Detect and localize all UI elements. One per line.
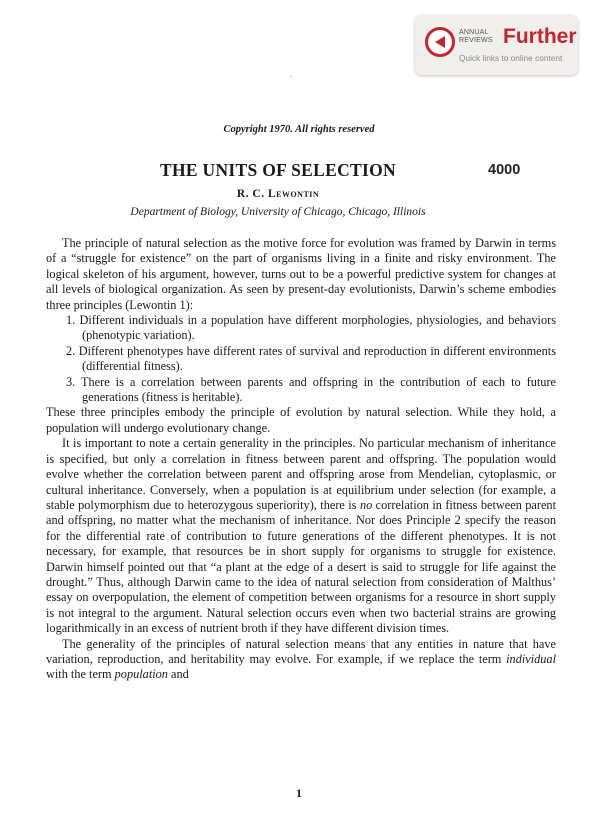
page-number: 1 xyxy=(296,786,302,800)
list-item: 2. Different phenotypes have different rates of survival and reproduction in different environments (differential fitness). xyxy=(66,343,556,374)
play-circle-icon xyxy=(425,27,455,57)
article-title: THE UNITS OF SELECTION xyxy=(160,160,396,180)
list-item: 1. Different individuals in a population have different morphologies, physiologies, and behaviors (phenotypic variation). xyxy=(66,313,556,343)
affiliation: Department of Biology, University of Chicago, Chicago, Illinois xyxy=(130,206,426,218)
paragraph-4: The generality of the principles of natural selection means that any entities in nature that have variation, reproduction, and heritability may evolve. For example, if we replace the term individual with the term population and xyxy=(46,636,556,682)
article-code: 4000 xyxy=(488,162,521,178)
copyright-notice: Copyright 1970. All rights reserved xyxy=(223,124,375,135)
author: R. C. Lewontin xyxy=(236,188,320,200)
further-label: Further xyxy=(503,25,577,48)
paragraph-1: The principle of natural selection as the motive force for evolution was framed by Darwin in terms of a “struggle for existence” on the part of organisms living in a finite and risky environment. The logical skeleton of his argument, however, turns out to be a powerful predictive system for changes at all levels of biological organization. As seen by present-day evolutionists, Darwin’s scheme embodies three principles (Lewontin 1): xyxy=(46,236,556,312)
brand-name: ANNUAL REVIEWS xyxy=(459,29,493,44)
principles-list xyxy=(46,313,556,405)
scan-speck xyxy=(290,76,292,77)
paragraph-2: These three principles embody the principle of evolution by natural selection. While they hold, a population will undergo evolutionary change. xyxy=(46,405,556,435)
article-body xyxy=(46,236,556,683)
banner-subtitle: Quick links to online content xyxy=(459,53,563,63)
list-item: 3. There is a correlation between parents and offspring in the contribution of each to future generations (fitness is heritable). xyxy=(66,374,556,405)
paragraph-3: It is important to note a certain generality in the principles. No particular mechanism of inheritance is specified, but only a correlation in fitness between parent and offspring. The population would evolve whether the correlation between parent and offspring arose from Mendelian, cytoplasmic, or cultural inheritance. Conversely, when a population is at equilibrium under selection (for example, a stable polymorphism due to heterozygous superiority), there is no correlation in fitness between parent and offspring, no matter what the mechanism of inheritance. Nor does Principle 2 specify the reason for the differential rate of contribution to future generations of the different phenotypes. It is not necessary, for example, that resources be in short supply for organisms to struggle for existence. Darwin himself pointed out that “a plant at the edge of a desert is said to struggle for life against the drought.” Thus, although Darwin came to the idea of natural selection from consideration of Malthus’ essay on overpopulation, the element of competition between organisms for a resource in short supply is not integral to the argument. Natural selection occurs even when two bacterial strains are growing logarithmically in an excess of nutrient broth if they have different division times. xyxy=(46,436,556,636)
further-banner[interactable] xyxy=(415,15,578,75)
